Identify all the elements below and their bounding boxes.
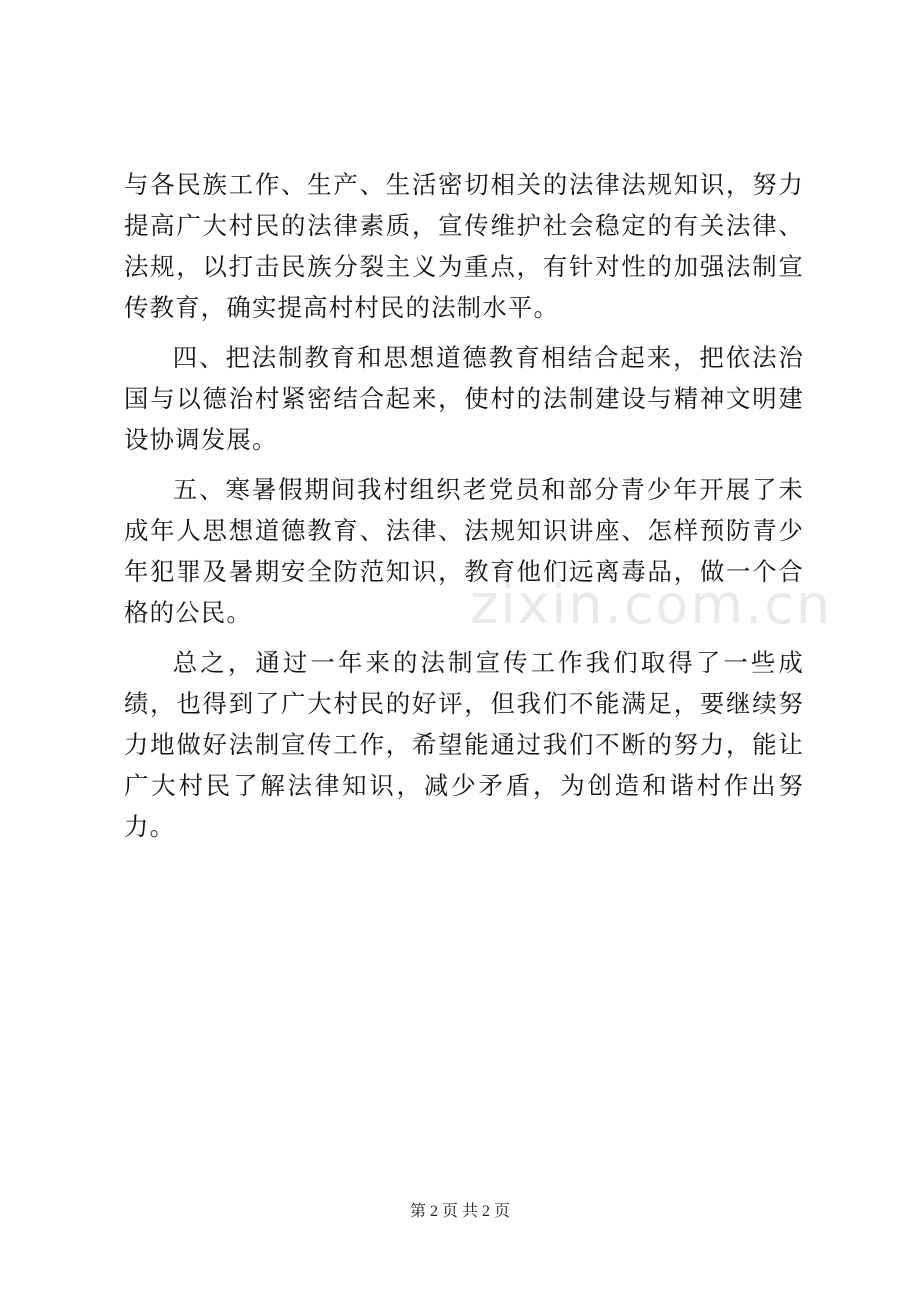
paragraph-section-four: 四、把法制教育和思想道德教育相结合起来，把依法治国与以德治村紧密结合起来，使村的法制建设与精神文明建设协调发展。	[124, 343, 804, 454]
paragraph-continuation: 与各民族工作、生产、生活密切相关的法律法规知识，努力提高广大村民的法律素质，宣传维护社会稳定的有关法律、法规，以打击民族分裂主义为重点，有针对性的加强法制宣传教育，确实提高村村民的法制水平。	[124, 170, 804, 322]
paragraph-conclusion: 总之，通过一年来的法制宣传工作我们取得了一些成绩，也得到了广大村民的好评，但我们不能满足，要继续努力地做好法制宣传工作，希望能通过我们不断的努力，能让广大村民了解法律知识，减少矛盾，为创造和谐村作出努力。	[124, 648, 804, 841]
page-footer: 第 2 页 共 2 页	[409, 1203, 510, 1220]
watermark: zixin.com.cn	[470, 573, 833, 636]
document-body	[124, 164, 804, 856]
paragraph-section-five: 五、寒暑假期间我村组织老党员和部分青少年开展了未成年人思想道德教育、法律、法规知识讲座、怎样预防青少年犯罪及暑期安全防范知识，教育他们远离毒品，做一个合格的公民。	[124, 475, 804, 627]
